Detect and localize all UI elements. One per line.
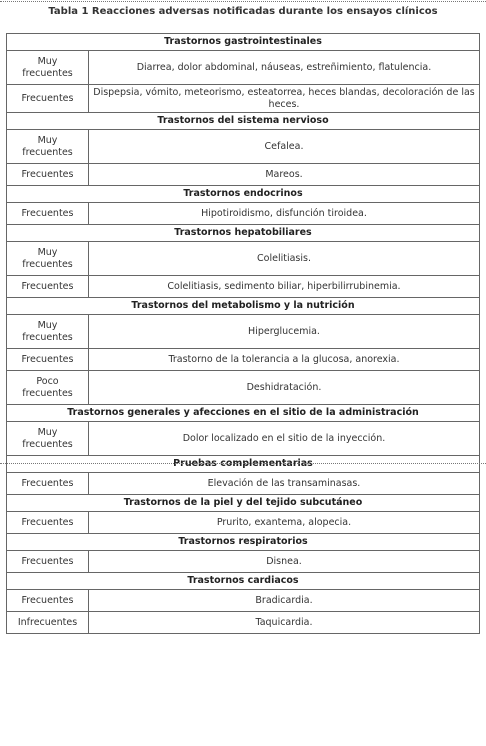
reaction-cell: Taquicardia. (89, 612, 480, 634)
table-row (7, 422, 480, 456)
section-header-row (7, 113, 480, 130)
frequency-cell: Frecuentes (7, 473, 89, 495)
table-title: Tabla 1 Reacciones adversas notificadas durante los ensayos clínicos (48, 6, 438, 17)
section-header-row (7, 495, 480, 512)
section-header-row (7, 34, 480, 51)
reaction-cell: Cefalea. (89, 130, 480, 164)
section-header: Trastornos del sistema nervioso (7, 113, 480, 130)
reaction-cell: Dolor localizado en el sitio de la inyección. (89, 422, 480, 456)
frequency-cell: Infrecuentes (7, 612, 89, 634)
frequency-cell: Frecuentes (7, 349, 89, 371)
page-break-line-top (0, 1, 486, 2)
frequency-cell: Frecuentes (7, 590, 89, 612)
table-row (7, 612, 480, 634)
section-header-row (7, 225, 480, 242)
reaction-cell: Trastorno de la tolerancia a la glucosa, anorexia. (89, 349, 480, 371)
table-row (7, 276, 480, 298)
section-header: Trastornos generales y afecciones en el sitio de la administración (7, 405, 480, 422)
reaction-cell: Dispepsia, vómito, meteorismo, esteatorrea, heces blandas, decoloración de las heces. (89, 85, 480, 113)
frequency-cell: Frecuentes (7, 512, 89, 534)
section-header: Trastornos gastrointestinales (7, 34, 480, 51)
reaction-cell: Disnea. (89, 551, 480, 573)
section-header-row (7, 186, 480, 203)
adverse-reactions-table (6, 33, 480, 634)
section-header: Trastornos respiratorios (7, 534, 480, 551)
reaction-cell: Colelitiasis. (89, 242, 480, 276)
frequency-cell: Muy frecuentes (7, 422, 89, 456)
table-row (7, 315, 480, 349)
frequency-cell: Muy frecuentes (7, 51, 89, 85)
section-header: Trastornos hepatobiliares (7, 225, 480, 242)
frequency-cell: Muy frecuentes (7, 315, 89, 349)
frequency-cell: Frecuentes (7, 276, 89, 298)
section-header: Trastornos de la piel y del tejido subcutáneo (7, 495, 480, 512)
section-header: Trastornos endocrinos (7, 186, 480, 203)
section-header-row (7, 573, 480, 590)
reaction-cell: Mareos. (89, 164, 480, 186)
table-row (7, 551, 480, 573)
reaction-cell: Prurito, exantema, alopecia. (89, 512, 480, 534)
table-row (7, 130, 480, 164)
table-row (7, 85, 480, 113)
table-row (7, 349, 480, 371)
section-header-row (7, 534, 480, 551)
table-row (7, 242, 480, 276)
table-row (7, 473, 480, 495)
frequency-cell: Frecuentes (7, 164, 89, 186)
frequency-cell: Frecuentes (7, 203, 89, 225)
reaction-cell: Deshidratación. (89, 371, 480, 405)
table-row (7, 371, 480, 405)
section-header-row (7, 456, 480, 473)
table-row (7, 203, 480, 225)
reaction-cell: Diarrea, dolor abdominal, náuseas, estreñimiento, flatulencia. (89, 51, 480, 85)
frequency-cell: Frecuentes (7, 85, 89, 113)
table-row (7, 512, 480, 534)
section-header: Trastornos del metabolismo y la nutrición (7, 298, 480, 315)
section-header-row (7, 298, 480, 315)
reaction-cell: Bradicardia. (89, 590, 480, 612)
reaction-cell: Hipotiroidismo, disfunción tiroidea. (89, 203, 480, 225)
table-row (7, 51, 480, 85)
section-header: Trastornos cardiacos (7, 573, 480, 590)
frequency-cell: Muy frecuentes (7, 242, 89, 276)
section-header-row (7, 405, 480, 422)
section-header: Pruebas complementarias (7, 456, 480, 473)
reaction-cell: Elevación de las transaminasas. (89, 473, 480, 495)
frequency-cell: Muy frecuentes (7, 130, 89, 164)
reaction-cell: Hiperglucemia. (89, 315, 480, 349)
page-break-line (0, 463, 486, 464)
frequency-cell: Frecuentes (7, 551, 89, 573)
frequency-cell: Poco frecuentes (7, 371, 89, 405)
reaction-cell: Colelitiasis, sedimento biliar, hiperbilirrubinemia. (89, 276, 480, 298)
table-row (7, 590, 480, 612)
table-row (7, 164, 480, 186)
